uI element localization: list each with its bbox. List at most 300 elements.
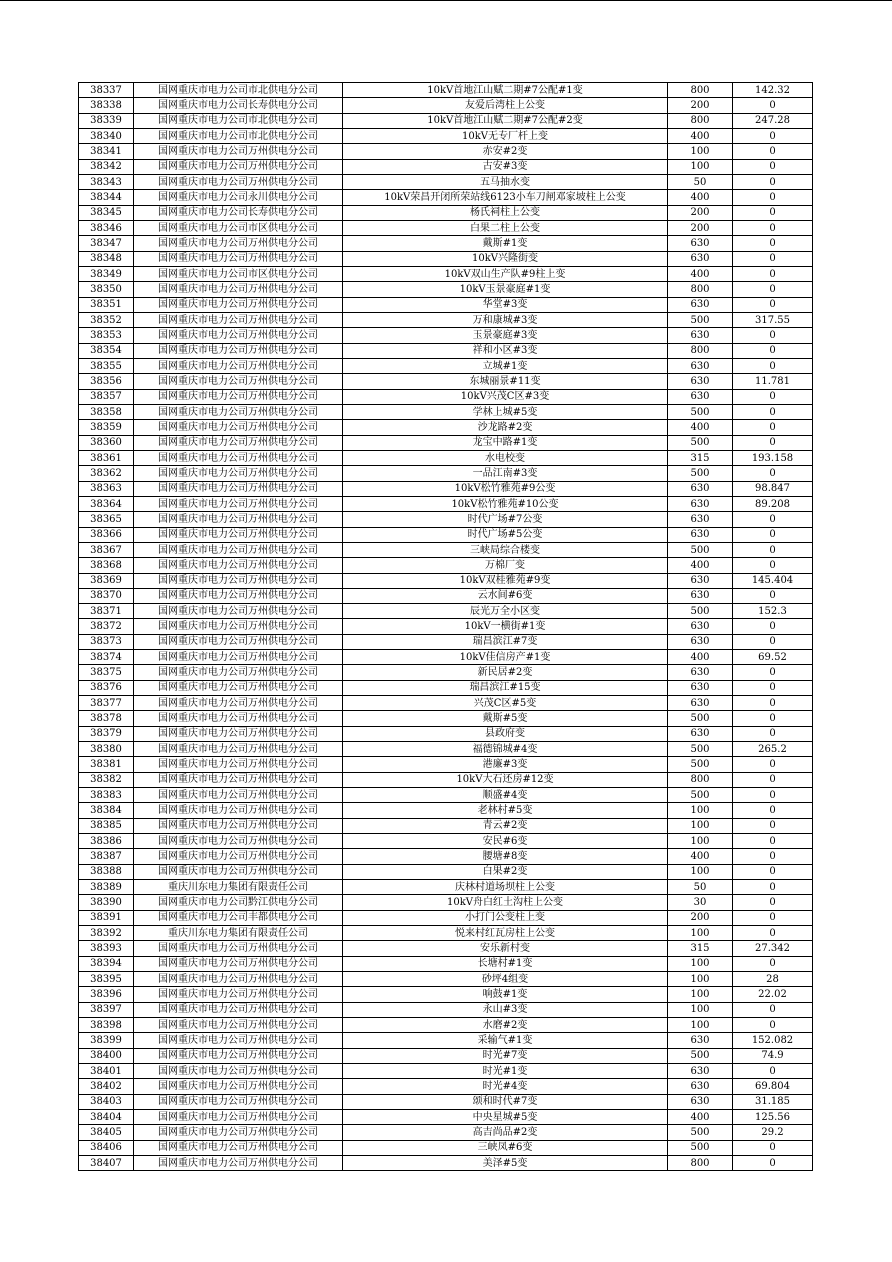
company-cell: 国网重庆市电力公司市北供电分公司 bbox=[134, 113, 343, 128]
transformer-name-cell: 时光#1变 bbox=[343, 1064, 668, 1079]
transformer-name-cell: 颂和时代#7变 bbox=[343, 1094, 668, 1109]
capacity-cell: 400 bbox=[668, 1109, 733, 1124]
capacity-cell: 500 bbox=[668, 757, 733, 772]
transformer-name-cell: 顺盛#4变 bbox=[343, 788, 668, 803]
table-row bbox=[79, 266, 813, 281]
table-row bbox=[79, 98, 813, 113]
transformer-name-cell: 10kV首地江山赋二期#7公配#2变 bbox=[343, 113, 668, 128]
transformer-name-cell: 赤安#2变 bbox=[343, 144, 668, 159]
capacity-cell: 400 bbox=[668, 849, 733, 864]
capacity-cell: 500 bbox=[668, 788, 733, 803]
value-cell: 142.32 bbox=[733, 83, 813, 98]
transformer-name-cell: 青云#2变 bbox=[343, 818, 668, 833]
transformer-name-cell: 戴斯#5变 bbox=[343, 711, 668, 726]
value-cell: 0 bbox=[733, 910, 813, 925]
row-id-cell: 38391 bbox=[79, 910, 134, 925]
transformer-name-cell: 悦来村红瓦房柱上公变 bbox=[343, 926, 668, 941]
company-cell: 国网重庆市电力公司万州供电分公司 bbox=[134, 159, 343, 174]
table-row bbox=[79, 404, 813, 419]
value-cell: 0 bbox=[733, 404, 813, 419]
transformer-name-cell: 一品江南#3变 bbox=[343, 466, 668, 481]
table-row bbox=[79, 1018, 813, 1033]
table-row bbox=[79, 1109, 813, 1124]
value-cell: 0 bbox=[733, 619, 813, 634]
table-row bbox=[79, 895, 813, 910]
table-row bbox=[79, 834, 813, 849]
value-cell: 317.55 bbox=[733, 312, 813, 327]
transformer-name-cell: 10kV舟白红土沟柱上公变 bbox=[343, 895, 668, 910]
value-cell: 0 bbox=[733, 711, 813, 726]
value-cell: 247.28 bbox=[733, 113, 813, 128]
row-id-cell: 38382 bbox=[79, 772, 134, 787]
row-id-cell: 38398 bbox=[79, 1018, 134, 1033]
table-row bbox=[79, 205, 813, 220]
company-cell: 国网重庆市电力公司万州供电分公司 bbox=[134, 788, 343, 803]
company-cell: 国网重庆市电力公司万州供电分公司 bbox=[134, 696, 343, 711]
table-row bbox=[79, 1140, 813, 1155]
row-id-cell: 38395 bbox=[79, 972, 134, 987]
transformer-name-cell: 10kV双桂雅苑#9变 bbox=[343, 573, 668, 588]
company-cell: 国网重庆市电力公司万州供电分公司 bbox=[134, 650, 343, 665]
row-id-cell: 38387 bbox=[79, 849, 134, 864]
table-row bbox=[79, 803, 813, 818]
table-row bbox=[79, 236, 813, 251]
capacity-cell: 630 bbox=[668, 527, 733, 542]
table-row bbox=[79, 588, 813, 603]
row-id-cell: 38399 bbox=[79, 1033, 134, 1048]
company-cell: 国网重庆市电力公司万州供电分公司 bbox=[134, 573, 343, 588]
value-cell: 0 bbox=[733, 1140, 813, 1155]
row-id-cell: 38402 bbox=[79, 1079, 134, 1094]
company-cell: 国网重庆市电力公司万州供电分公司 bbox=[134, 1033, 343, 1048]
row-id-cell: 38359 bbox=[79, 420, 134, 435]
row-id-cell: 38375 bbox=[79, 665, 134, 680]
capacity-cell: 200 bbox=[668, 98, 733, 113]
company-cell: 国网重庆市电力公司万州供电分公司 bbox=[134, 619, 343, 634]
row-id-cell: 38356 bbox=[79, 374, 134, 389]
capacity-cell: 100 bbox=[668, 834, 733, 849]
row-id-cell: 38353 bbox=[79, 328, 134, 343]
capacity-cell: 630 bbox=[668, 1079, 733, 1094]
table-row bbox=[79, 604, 813, 619]
row-id-cell: 38358 bbox=[79, 404, 134, 419]
transformer-name-cell: 庆林村道场坝柱上公变 bbox=[343, 880, 668, 895]
company-cell: 国网重庆市电力公司长寿供电分公司 bbox=[134, 205, 343, 220]
company-cell: 国网重庆市电力公司万州供电分公司 bbox=[134, 1048, 343, 1063]
transformer-name-cell: 白果#2变 bbox=[343, 864, 668, 879]
capacity-cell: 800 bbox=[668, 282, 733, 297]
table-row bbox=[79, 435, 813, 450]
capacity-cell: 100 bbox=[668, 1002, 733, 1017]
capacity-cell: 630 bbox=[668, 588, 733, 603]
company-cell: 国网重庆市电力公司万州供电分公司 bbox=[134, 1155, 343, 1170]
table-row bbox=[79, 144, 813, 159]
table-row bbox=[79, 1064, 813, 1079]
table-row bbox=[79, 711, 813, 726]
transformer-name-cell: 龙宝中路#1变 bbox=[343, 435, 668, 450]
company-cell: 国网重庆市电力公司万州供电分公司 bbox=[134, 818, 343, 833]
capacity-cell: 630 bbox=[668, 251, 733, 266]
company-cell: 国网重庆市电力公司万州供电分公司 bbox=[134, 711, 343, 726]
company-cell: 国网重庆市电力公司万州供电分公司 bbox=[134, 496, 343, 511]
table-row bbox=[79, 788, 813, 803]
transformer-name-cell: 水电校变 bbox=[343, 450, 668, 465]
row-id-cell: 38381 bbox=[79, 757, 134, 772]
company-cell: 国网重庆市电力公司丰都供电分公司 bbox=[134, 910, 343, 925]
row-id-cell: 38383 bbox=[79, 788, 134, 803]
row-id-cell: 38346 bbox=[79, 220, 134, 235]
value-cell: 0 bbox=[733, 864, 813, 879]
company-cell: 国网重庆市电力公司万州供电分公司 bbox=[134, 512, 343, 527]
value-cell: 89.208 bbox=[733, 496, 813, 511]
capacity-cell: 100 bbox=[668, 803, 733, 818]
value-cell: 0 bbox=[733, 297, 813, 312]
table-row bbox=[79, 512, 813, 527]
value-cell: 0 bbox=[733, 466, 813, 481]
table-row bbox=[79, 190, 813, 205]
transformer-name-cell: 10kV玉景豪庭#1变 bbox=[343, 282, 668, 297]
company-cell: 国网重庆市电力公司万州供电分公司 bbox=[134, 297, 343, 312]
transformer-name-cell: 时代广场#5公变 bbox=[343, 527, 668, 542]
row-id-cell: 38378 bbox=[79, 711, 134, 726]
table-row bbox=[79, 818, 813, 833]
value-cell: 0 bbox=[733, 1064, 813, 1079]
company-cell: 国网重庆市电力公司万州供电分公司 bbox=[134, 420, 343, 435]
capacity-cell: 630 bbox=[668, 696, 733, 711]
company-cell: 国网重庆市电力公司万州供电分公司 bbox=[134, 174, 343, 189]
table-row bbox=[79, 282, 813, 297]
row-id-cell: 38390 bbox=[79, 895, 134, 910]
value-cell: 0 bbox=[733, 665, 813, 680]
capacity-cell: 400 bbox=[668, 190, 733, 205]
company-cell: 国网重庆市电力公司长寿供电分公司 bbox=[134, 98, 343, 113]
table-row bbox=[79, 910, 813, 925]
row-id-cell: 38361 bbox=[79, 450, 134, 465]
capacity-cell: 100 bbox=[668, 144, 733, 159]
row-id-cell: 38401 bbox=[79, 1064, 134, 1079]
transformer-name-cell: 腰塘#8变 bbox=[343, 849, 668, 864]
transformer-name-cell: 万棉厂变 bbox=[343, 558, 668, 573]
capacity-cell: 630 bbox=[668, 1094, 733, 1109]
value-cell: 0 bbox=[733, 527, 813, 542]
value-cell: 27.342 bbox=[733, 941, 813, 956]
capacity-cell: 800 bbox=[668, 1155, 733, 1170]
table-row bbox=[79, 328, 813, 343]
table-row bbox=[79, 558, 813, 573]
value-cell: 0 bbox=[733, 588, 813, 603]
transformer-name-cell: 安民#6变 bbox=[343, 834, 668, 849]
transformer-name-cell: 福德锦城#4变 bbox=[343, 742, 668, 757]
row-id-cell: 38366 bbox=[79, 527, 134, 542]
table-row bbox=[79, 772, 813, 787]
company-cell: 国网重庆市电力公司万州供电分公司 bbox=[134, 680, 343, 695]
transformer-name-cell: 高吉尚品#2变 bbox=[343, 1125, 668, 1140]
table-row bbox=[79, 650, 813, 665]
capacity-cell: 50 bbox=[668, 174, 733, 189]
capacity-cell: 800 bbox=[668, 113, 733, 128]
value-cell: 22.02 bbox=[733, 987, 813, 1002]
row-id-cell: 38407 bbox=[79, 1155, 134, 1170]
table-row bbox=[79, 880, 813, 895]
table-row bbox=[79, 343, 813, 358]
company-cell: 国网重庆市电力公司万州供电分公司 bbox=[134, 374, 343, 389]
row-id-cell: 38345 bbox=[79, 205, 134, 220]
company-cell: 国网重庆市电力公司万州供电分公司 bbox=[134, 481, 343, 496]
transformer-name-cell: 时光#4变 bbox=[343, 1079, 668, 1094]
company-cell: 国网重庆市电力公司万州供电分公司 bbox=[134, 312, 343, 327]
company-cell: 国网重庆市电力公司万州供电分公司 bbox=[134, 328, 343, 343]
capacity-cell: 630 bbox=[668, 389, 733, 404]
row-id-cell: 38376 bbox=[79, 680, 134, 695]
capacity-cell: 630 bbox=[668, 496, 733, 511]
row-id-cell: 38392 bbox=[79, 926, 134, 941]
capacity-cell: 500 bbox=[668, 1125, 733, 1140]
capacity-cell: 630 bbox=[668, 573, 733, 588]
capacity-cell: 500 bbox=[668, 711, 733, 726]
value-cell: 0 bbox=[733, 205, 813, 220]
value-cell: 0 bbox=[733, 1002, 813, 1017]
value-cell: 0 bbox=[733, 788, 813, 803]
company-cell: 国网重庆市电力公司万州供电分公司 bbox=[134, 588, 343, 603]
row-id-cell: 38344 bbox=[79, 190, 134, 205]
value-cell: 29.2 bbox=[733, 1125, 813, 1140]
transformer-name-cell: 时光#7变 bbox=[343, 1048, 668, 1063]
row-id-cell: 38342 bbox=[79, 159, 134, 174]
row-id-cell: 38393 bbox=[79, 941, 134, 956]
value-cell: 0 bbox=[733, 849, 813, 864]
capacity-cell: 200 bbox=[668, 205, 733, 220]
transformer-name-cell: 瑞昌滨江#7变 bbox=[343, 634, 668, 649]
transformer-name-cell: 华堂#3变 bbox=[343, 297, 668, 312]
table-row bbox=[79, 1033, 813, 1048]
capacity-cell: 100 bbox=[668, 864, 733, 879]
row-id-cell: 38380 bbox=[79, 742, 134, 757]
page-top-border bbox=[0, 0, 892, 1]
capacity-cell: 630 bbox=[668, 374, 733, 389]
row-id-cell: 38363 bbox=[79, 481, 134, 496]
capacity-cell: 500 bbox=[668, 435, 733, 450]
capacity-cell: 100 bbox=[668, 987, 733, 1002]
company-cell: 国网重庆市电力公司万州供电分公司 bbox=[134, 864, 343, 879]
company-cell: 国网重庆市电力公司市北供电分公司 bbox=[134, 83, 343, 98]
capacity-cell: 630 bbox=[668, 328, 733, 343]
capacity-cell: 500 bbox=[668, 466, 733, 481]
table-body bbox=[79, 83, 813, 1171]
transformer-name-cell: 10kV首地江山赋二期#7公配#1变 bbox=[343, 83, 668, 98]
table-row bbox=[79, 389, 813, 404]
value-cell: 0 bbox=[733, 542, 813, 557]
company-cell: 国网重庆市电力公司万州供电分公司 bbox=[134, 389, 343, 404]
capacity-cell: 800 bbox=[668, 772, 733, 787]
transformer-name-cell: 白果二柱上公变 bbox=[343, 220, 668, 235]
table-row bbox=[79, 987, 813, 1002]
row-id-cell: 38389 bbox=[79, 880, 134, 895]
value-cell: 0 bbox=[733, 174, 813, 189]
transformer-name-cell: 10kV无专厂杆上变 bbox=[343, 128, 668, 143]
capacity-cell: 630 bbox=[668, 680, 733, 695]
capacity-cell: 400 bbox=[668, 128, 733, 143]
transformer-name-cell: 采输气#1变 bbox=[343, 1033, 668, 1048]
transformer-name-cell: 10kV松竹雅苑#10公变 bbox=[343, 496, 668, 511]
table-row bbox=[79, 297, 813, 312]
row-id-cell: 38367 bbox=[79, 542, 134, 557]
table-row bbox=[79, 634, 813, 649]
value-cell: 0 bbox=[733, 128, 813, 143]
company-cell: 国网重庆市电力公司万州供电分公司 bbox=[134, 1079, 343, 1094]
value-cell: 0 bbox=[733, 159, 813, 174]
company-cell: 国网重庆市电力公司万州供电分公司 bbox=[134, 236, 343, 251]
transformer-name-cell: 县政府变 bbox=[343, 726, 668, 741]
capacity-cell: 100 bbox=[668, 956, 733, 971]
value-cell: 0 bbox=[733, 435, 813, 450]
value-cell: 152.082 bbox=[733, 1033, 813, 1048]
row-id-cell: 38403 bbox=[79, 1094, 134, 1109]
transformer-name-cell: 水磨#2变 bbox=[343, 1018, 668, 1033]
value-cell: 193.158 bbox=[733, 450, 813, 465]
table-row bbox=[79, 742, 813, 757]
table-row bbox=[79, 527, 813, 542]
capacity-cell: 50 bbox=[668, 880, 733, 895]
company-cell: 国网重庆市电力公司万州供电分公司 bbox=[134, 558, 343, 573]
row-id-cell: 38364 bbox=[79, 496, 134, 511]
table-row bbox=[79, 573, 813, 588]
value-cell: 0 bbox=[733, 98, 813, 113]
row-id-cell: 38369 bbox=[79, 573, 134, 588]
value-cell: 0 bbox=[733, 880, 813, 895]
company-cell: 国网重庆市电力公司万州供电分公司 bbox=[134, 1002, 343, 1017]
company-cell: 国网重庆市电力公司万州供电分公司 bbox=[134, 435, 343, 450]
transformer-name-cell: 港廉#3变 bbox=[343, 757, 668, 772]
row-id-cell: 38400 bbox=[79, 1048, 134, 1063]
company-cell: 重庆川东电力集团有限责任公司 bbox=[134, 926, 343, 941]
company-cell: 国网重庆市电力公司万州供电分公司 bbox=[134, 604, 343, 619]
value-cell: 0 bbox=[733, 803, 813, 818]
table-row bbox=[79, 128, 813, 143]
row-id-cell: 38388 bbox=[79, 864, 134, 879]
transformer-name-cell: 10kV双山生产队#9柱上变 bbox=[343, 266, 668, 281]
company-cell: 国网重庆市电力公司万州供电分公司 bbox=[134, 987, 343, 1002]
table-row bbox=[79, 619, 813, 634]
value-cell: 0 bbox=[733, 634, 813, 649]
transformer-name-cell: 万和康城#3变 bbox=[343, 312, 668, 327]
value-cell: 0 bbox=[733, 328, 813, 343]
capacity-cell: 500 bbox=[668, 1048, 733, 1063]
value-cell: 0 bbox=[733, 1018, 813, 1033]
company-cell: 国网重庆市电力公司万州供电分公司 bbox=[134, 956, 343, 971]
capacity-cell: 100 bbox=[668, 926, 733, 941]
capacity-cell: 200 bbox=[668, 910, 733, 925]
table-row bbox=[79, 849, 813, 864]
company-cell: 国网重庆市电力公司黔江供电分公司 bbox=[134, 895, 343, 910]
table-row bbox=[79, 1079, 813, 1094]
table-row bbox=[79, 83, 813, 98]
value-cell: 74.9 bbox=[733, 1048, 813, 1063]
transformer-name-cell: 时代广场#7公变 bbox=[343, 512, 668, 527]
capacity-cell: 630 bbox=[668, 634, 733, 649]
transformer-name-cell: 10kV荣昌开闭所荣站线6123小车刀闸邓家坡柱上公变 bbox=[343, 190, 668, 205]
capacity-cell: 630 bbox=[668, 665, 733, 680]
row-id-cell: 38394 bbox=[79, 956, 134, 971]
value-cell: 0 bbox=[733, 558, 813, 573]
transformer-name-cell: 中央星城#5变 bbox=[343, 1109, 668, 1124]
table-row bbox=[79, 926, 813, 941]
row-id-cell: 38339 bbox=[79, 113, 134, 128]
capacity-cell: 400 bbox=[668, 650, 733, 665]
value-cell: 0 bbox=[733, 144, 813, 159]
table-row bbox=[79, 481, 813, 496]
table-row bbox=[79, 696, 813, 711]
table-row bbox=[79, 956, 813, 971]
capacity-cell: 200 bbox=[668, 220, 733, 235]
row-id-cell: 38340 bbox=[79, 128, 134, 143]
value-cell: 98.847 bbox=[733, 481, 813, 496]
capacity-cell: 500 bbox=[668, 1140, 733, 1155]
table-row bbox=[79, 665, 813, 680]
capacity-cell: 630 bbox=[668, 726, 733, 741]
capacity-cell: 630 bbox=[668, 297, 733, 312]
capacity-cell: 400 bbox=[668, 558, 733, 573]
capacity-cell: 630 bbox=[668, 512, 733, 527]
table-row bbox=[79, 1125, 813, 1140]
company-cell: 国网重庆市电力公司万州供电分公司 bbox=[134, 1125, 343, 1140]
capacity-cell: 800 bbox=[668, 83, 733, 98]
table-row bbox=[79, 972, 813, 987]
capacity-cell: 500 bbox=[668, 542, 733, 557]
value-cell: 265.2 bbox=[733, 742, 813, 757]
transformer-name-cell: 学林上城#5变 bbox=[343, 404, 668, 419]
capacity-cell: 315 bbox=[668, 450, 733, 465]
row-id-cell: 38338 bbox=[79, 98, 134, 113]
value-cell: 0 bbox=[733, 236, 813, 251]
transformer-name-cell: 兴茂C区#5变 bbox=[343, 696, 668, 711]
row-id-cell: 38404 bbox=[79, 1109, 134, 1124]
transformer-name-cell: 祥和小区#3变 bbox=[343, 343, 668, 358]
transformer-name-cell: 戴斯#1变 bbox=[343, 236, 668, 251]
company-cell: 国网重庆市电力公司万州供电分公司 bbox=[134, 450, 343, 465]
transformer-name-cell: 长塘村#1变 bbox=[343, 956, 668, 971]
capacity-cell: 100 bbox=[668, 159, 733, 174]
company-cell: 国网重庆市电力公司万州供电分公司 bbox=[134, 742, 343, 757]
table-row bbox=[79, 542, 813, 557]
value-cell: 0 bbox=[733, 389, 813, 404]
company-cell: 国网重庆市电力公司万州供电分公司 bbox=[134, 1140, 343, 1155]
transformer-name-cell: 砂坪4组变 bbox=[343, 972, 668, 987]
transformer-name-cell: 10kV佳信房产#1变 bbox=[343, 650, 668, 665]
transformer-name-cell: 三峡局综合楼变 bbox=[343, 542, 668, 557]
table-row bbox=[79, 1094, 813, 1109]
capacity-cell: 400 bbox=[668, 266, 733, 281]
value-cell: 0 bbox=[733, 726, 813, 741]
table-row bbox=[79, 420, 813, 435]
company-cell: 国网重庆市电力公司万州供电分公司 bbox=[134, 144, 343, 159]
company-cell: 重庆川东电力集团有限责任公司 bbox=[134, 880, 343, 895]
table-row bbox=[79, 159, 813, 174]
company-cell: 国网重庆市电力公司万州供电分公司 bbox=[134, 527, 343, 542]
transformer-name-cell: 玉景豪庭#3变 bbox=[343, 328, 668, 343]
company-cell: 国网重庆市电力公司万州供电分公司 bbox=[134, 343, 343, 358]
capacity-cell: 500 bbox=[668, 312, 733, 327]
transformer-name-cell: 10kV兴隆街变 bbox=[343, 251, 668, 266]
row-id-cell: 38379 bbox=[79, 726, 134, 741]
row-id-cell: 38406 bbox=[79, 1140, 134, 1155]
company-cell: 国网重庆市电力公司永川供电分公司 bbox=[134, 190, 343, 205]
company-cell: 国网重庆市电力公司万州供电分公司 bbox=[134, 1094, 343, 1109]
transformer-table bbox=[78, 82, 813, 1171]
capacity-cell: 630 bbox=[668, 619, 733, 634]
transformer-name-cell: 老林村#5变 bbox=[343, 803, 668, 818]
transformer-name-cell: 永山#3变 bbox=[343, 1002, 668, 1017]
company-cell: 国网重庆市电力公司万州供电分公司 bbox=[134, 251, 343, 266]
